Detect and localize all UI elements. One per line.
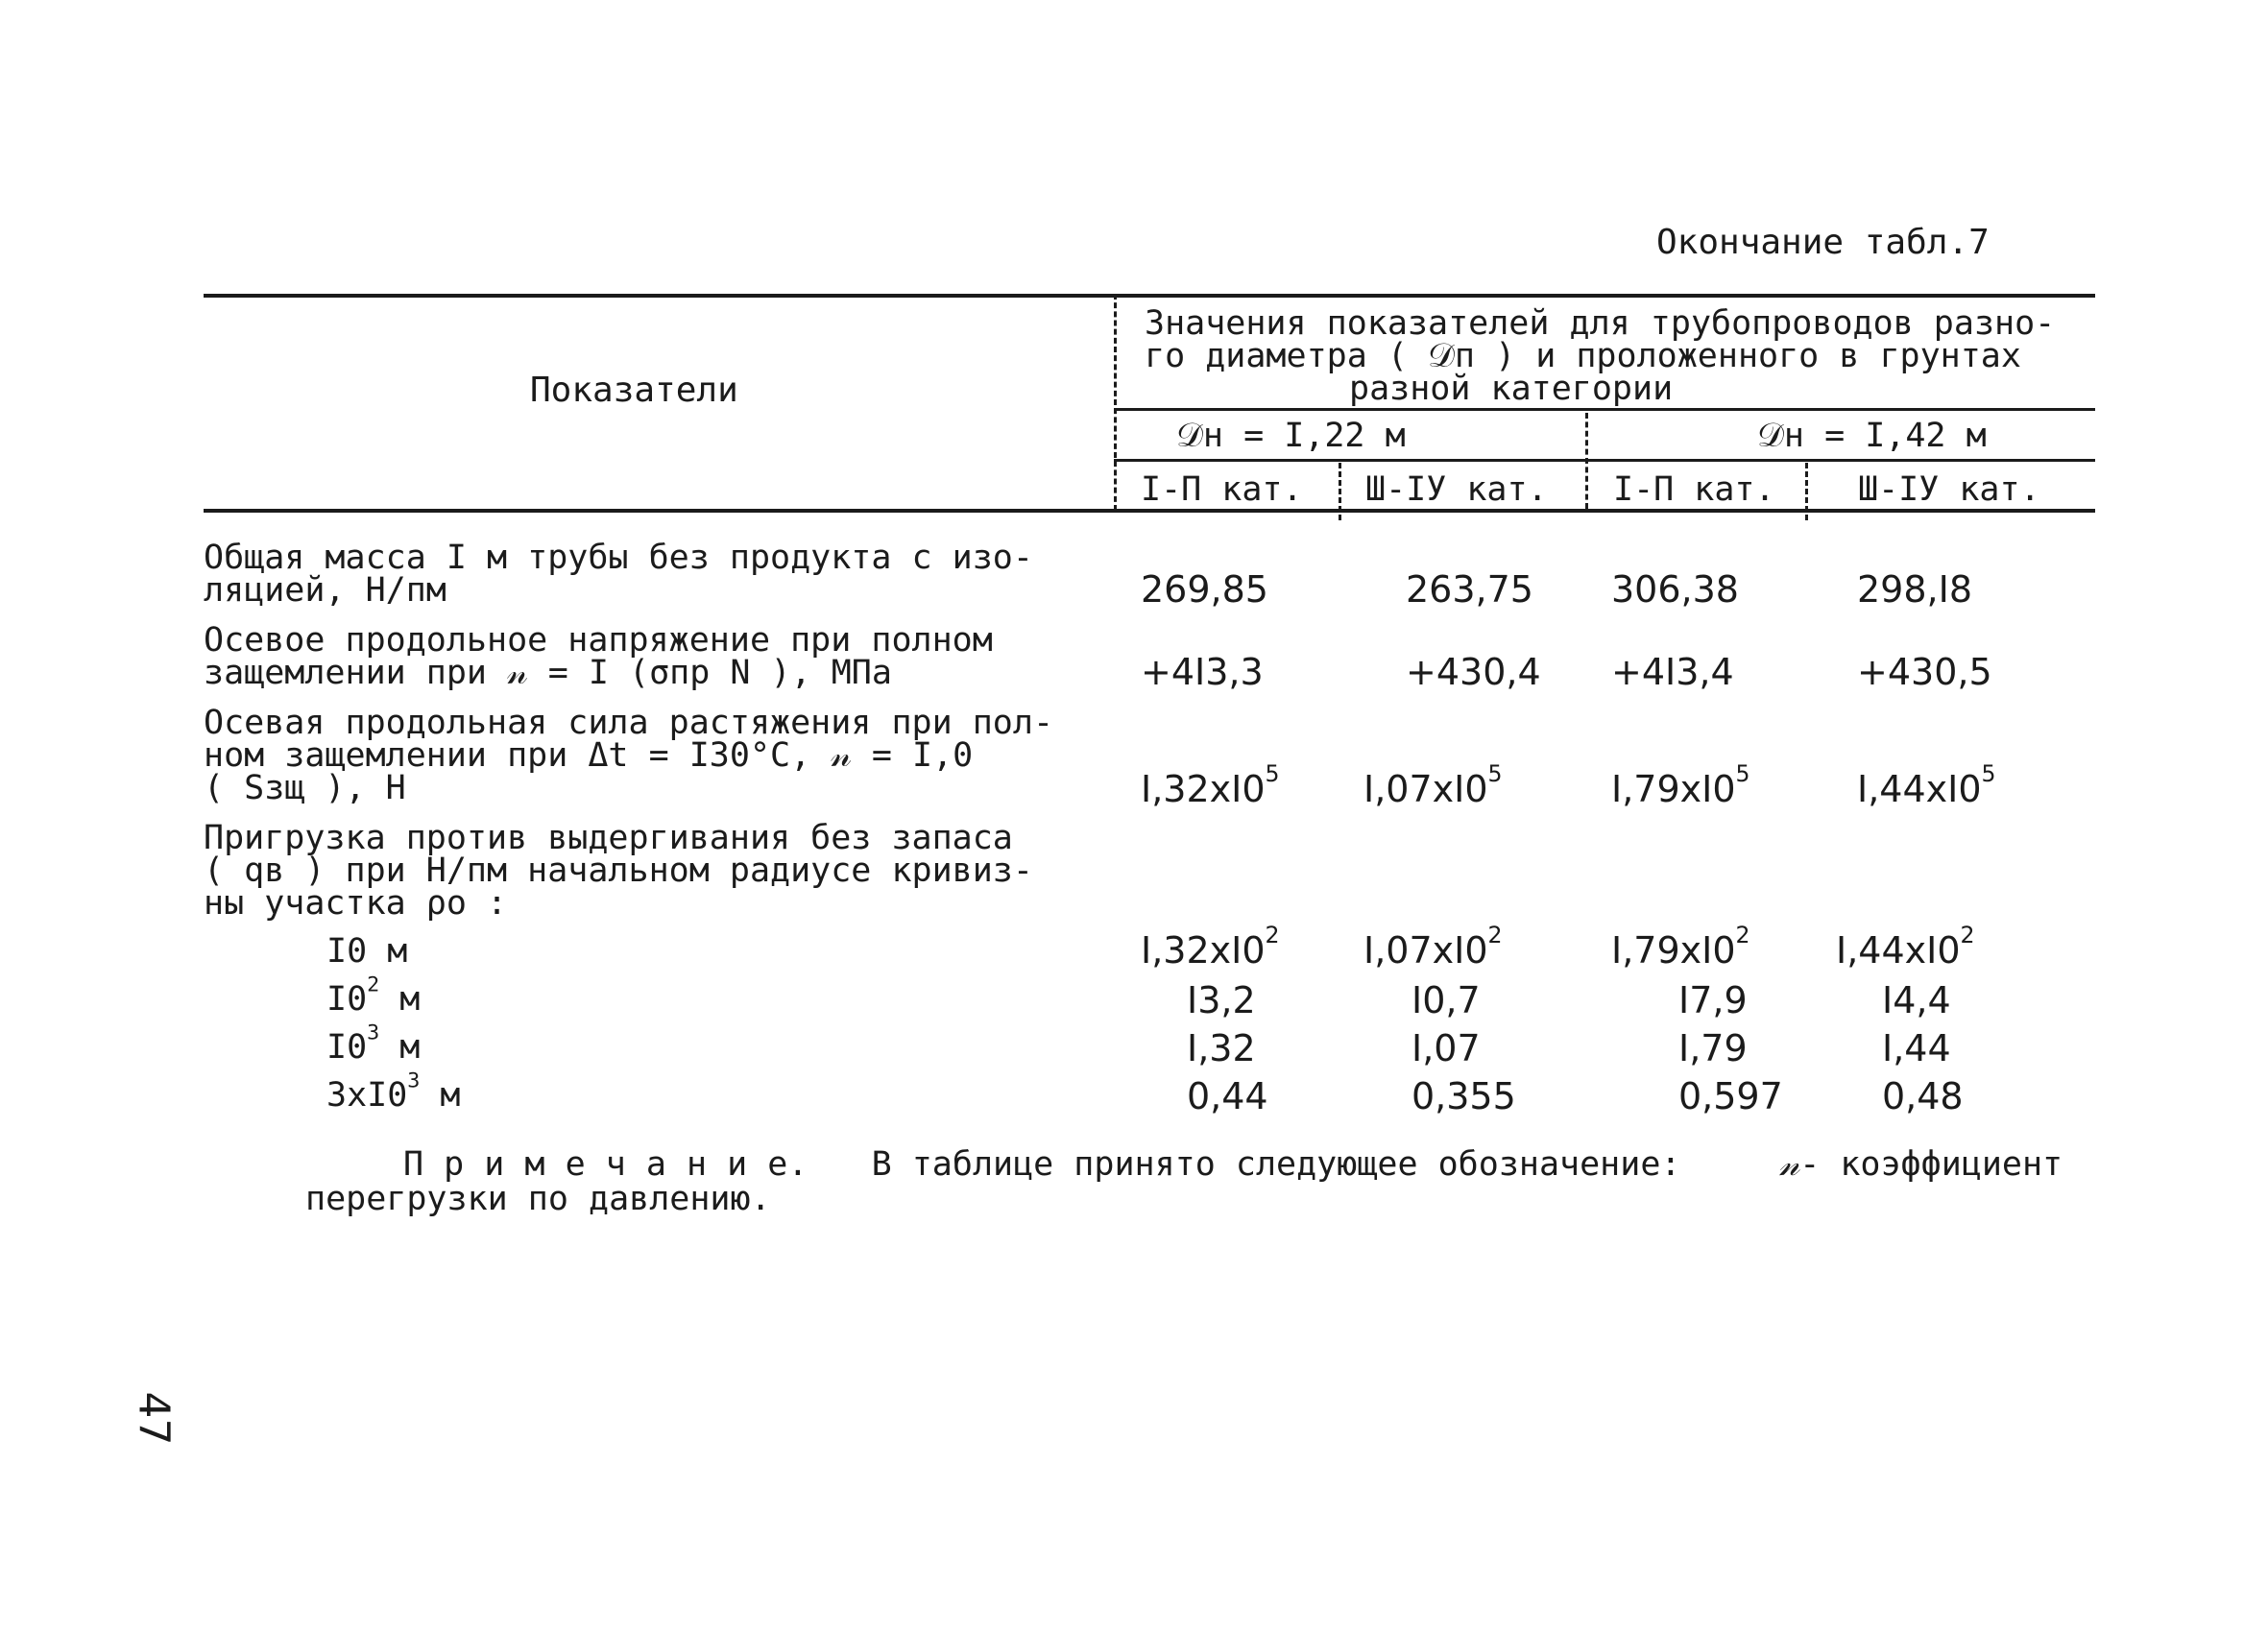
- table-caption: Окончание табл.7: [1656, 223, 1990, 262]
- header-col-divider: [1114, 294, 1117, 511]
- row-3-value-1: $I,32xI0^5$: [1141, 759, 1280, 810]
- row-1-value-1: 269,85: [1141, 568, 1268, 611]
- subrow-2-label: $I0^2$ м: [326, 972, 421, 1019]
- subrow-4-value-2: 0,355: [1411, 1075, 1516, 1117]
- subrow-1-value-2: $I,07xI0^2$: [1363, 921, 1503, 972]
- note-heading: П р и м е ч а н и е.: [403, 1145, 808, 1184]
- row-2-label-line-1: Осевое продольное напряжение при полном: [204, 621, 993, 660]
- row-2-value-2: +430,4: [1406, 651, 1541, 693]
- row-2-value-1: +4I3,3: [1141, 651, 1264, 693]
- subrow-3-value-4: I,44: [1882, 1027, 1951, 1069]
- subrow-2-value-4: I4,4: [1882, 979, 1951, 1021]
- row-2-label-line-2: защемлении при 𝓃 = I (σпр N ), МПа: [204, 654, 892, 692]
- row-2-value-3: +4I3,4: [1611, 651, 1734, 693]
- note-line-1: [403, 1145, 2063, 1184]
- category-divider-3: [1805, 463, 1808, 520]
- category-3: I-П кат.: [1613, 470, 1775, 509]
- note-symbol: 𝓃: [1778, 1145, 1800, 1184]
- row-4-label-line-3: ны участка ρo :: [204, 884, 508, 923]
- header-rule-2: [1114, 459, 2095, 462]
- category-1: I-П кат.: [1141, 470, 1303, 509]
- note-text: В таблице принято следующее обозначение:: [871, 1145, 1681, 1184]
- row-3-label-line-2: ном защемлении при Δt = I30°C, 𝓃 = I,0: [204, 736, 974, 775]
- subrow-4-value-4: 0,48: [1882, 1075, 1964, 1117]
- header-values-title-1: Значения показателей для трубопроводов разно-: [1145, 304, 2056, 343]
- subrow-3-value-1: I,32: [1187, 1027, 1256, 1069]
- subrow-4-value-3: 0,597: [1678, 1075, 1783, 1117]
- row-3-label-line-3: ( Sзщ ), Н: [204, 769, 406, 807]
- subrow-3-value-3: I,79: [1678, 1027, 1748, 1069]
- row-4-label-line-1: Пригрузка против выдергивания без запаса: [204, 819, 1013, 857]
- row-3-value-2: $I,07xI0^5$: [1363, 759, 1503, 810]
- note-line-2: перегрузки по давлению.: [305, 1180, 771, 1218]
- row-1-value-3: 306,38: [1611, 568, 1739, 611]
- subrow-4-value-1: 0,44: [1187, 1075, 1268, 1117]
- subrow-3-label: $I0^3$ м: [326, 1020, 421, 1067]
- subrow-3-value-2: I,07: [1411, 1027, 1481, 1069]
- row-4-label-line-2: ( qв ) при Н/пм начальном радиусе кривиз-: [204, 852, 1033, 890]
- row-2-value-4: +430,5: [1857, 651, 1992, 693]
- row-1-label-line-2: ляцией, Н/пм: [204, 571, 446, 610]
- subrow-1-value-3: $I,79xI0^2$: [1611, 921, 1750, 972]
- header-values-title-3: разной категории: [1349, 370, 1674, 408]
- header-bottom-rule: [204, 509, 2095, 513]
- row-3-value-3: $I,79xI0^5$: [1611, 759, 1750, 810]
- category-4: Ш-IУ кат.: [1858, 470, 2040, 509]
- subrow-1-value-4: $I,44xI0^2$: [1836, 921, 1975, 972]
- row-1-value-2: 263,75: [1406, 568, 1533, 611]
- subrow-2-value-1: I3,2: [1187, 979, 1256, 1021]
- header-indicators: Показатели: [530, 371, 738, 410]
- diameter-divider: [1585, 413, 1588, 509]
- subrow-4-label: $3xI0^3$ м: [326, 1068, 461, 1115]
- diameter-group-2: 𝒟н = I,42 м: [1757, 417, 1987, 455]
- row-3-label-line-1: Осевая продольная сила растяжения при пол-: [204, 704, 1054, 742]
- header-values-title-2: го диаметра ( 𝒟п ) и проложенного в грунтах: [1145, 337, 2021, 375]
- row-3-value-4: $I,44xI0^5$: [1857, 759, 1996, 810]
- category-2: Ш-IУ кат.: [1365, 470, 1548, 509]
- subrow-2-value-2: I0,7: [1411, 979, 1481, 1021]
- diameter-group-1: 𝒟н = I,22 м: [1176, 417, 1406, 455]
- row-1-value-4: 298,I8: [1857, 568, 1972, 611]
- header-rule-1: [1114, 408, 2095, 411]
- subrow-1-value-1: $I,32xI0^2$: [1141, 921, 1280, 972]
- subrow-1-label: I0 м: [326, 932, 408, 971]
- subrow-2-value-3: I7,9: [1678, 979, 1748, 1021]
- row-1-label-line-1: Общая масса I м трубы без продукта с изо-: [204, 539, 1033, 577]
- category-divider-1: [1339, 463, 1341, 520]
- table-top-rule: [204, 294, 2095, 298]
- page-number: 47: [129, 1391, 179, 1446]
- note-text-end: - коэффициент: [1799, 1145, 2063, 1184]
